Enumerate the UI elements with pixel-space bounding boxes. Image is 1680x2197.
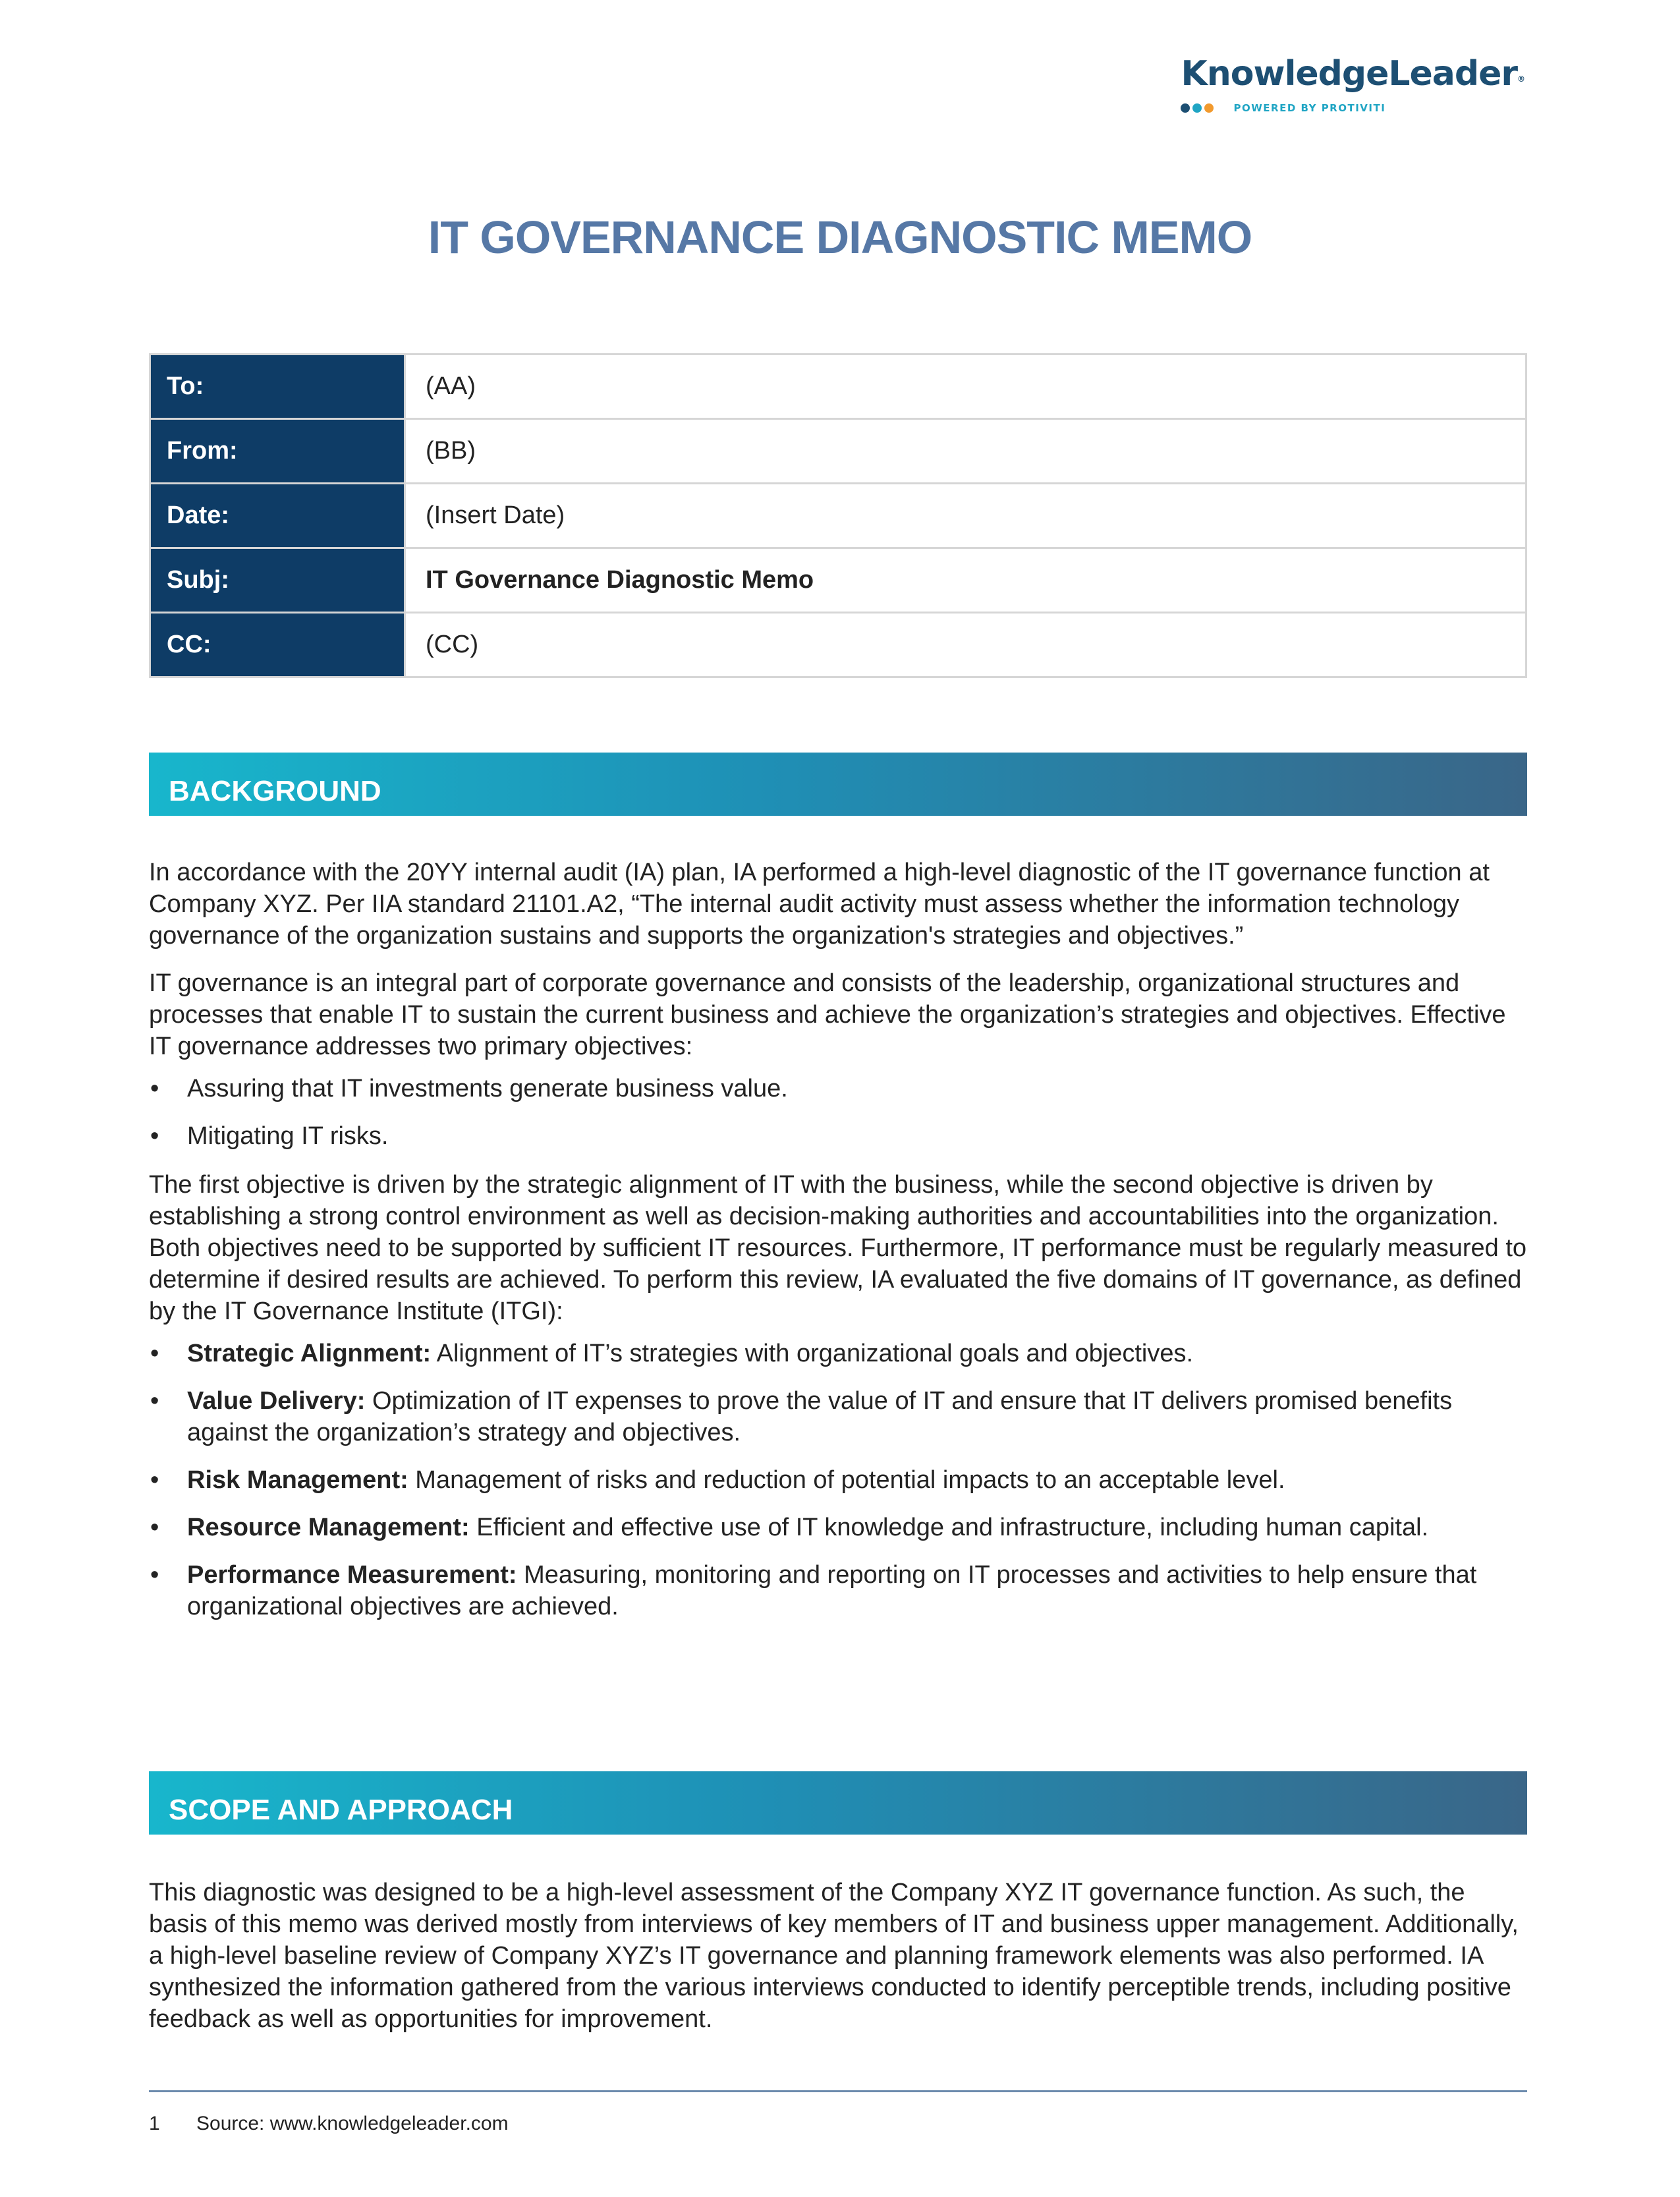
logo-tagline-row — [1181, 101, 1525, 115]
table-row — [150, 484, 1526, 548]
document-title: IT GOVERNANCE DIAGNOSTIC MEMO — [428, 212, 1252, 263]
domain-description: Optimization of IT expenses to prove the value of IT and ensure that IT delivers promised benefits against the organization’s strategy and objectives. — [187, 1387, 1453, 1446]
source-note: Source: www.knowledgeleader.com — [196, 2113, 509, 2134]
list-item: • Mitigating IT risks. — [149, 1120, 1527, 1152]
memo-value-date: (Insert Date) — [405, 484, 1526, 548]
table-row — [150, 548, 1526, 613]
governance-domains-list — [149, 1338, 1527, 1622]
table-row — [150, 355, 1526, 419]
domain-term: Performance Measurement: — [187, 1561, 517, 1589]
logo-wordmark: KnowledgeLeader® — [1181, 54, 1525, 94]
table-row — [150, 613, 1526, 677]
domain-term: Resource Management: — [187, 1514, 470, 1541]
scope-paragraph-1: This diagnostic was designed to be a high-level assessment of the Company XYZ IT governance function. As such, the basis of this memo was derived mostly from interviews of key members of IT and business upper management. Additionally, a high-level baseline review of Company XYZ’s IT governance and planning framework elements was also performed. IA synthesized the information gathered from the various interviews conducted to identify perceptible trends, including positive feedback as well as opportunities for improvement. — [149, 1879, 1519, 2033]
table-row — [150, 419, 1526, 484]
scope-section-body — [149, 1877, 1527, 2051]
page-number: 1 — [149, 2113, 160, 2134]
background-paragraph-2: IT governance is an integral part of corporate governance and consists of the leadership, organizational structures and processes that enable IT to sustain the current business and achieve the organization’s strategies and objectives. Effective IT governance addresses two primary objectives: — [149, 969, 1506, 1060]
memo-label-to: To: — [150, 355, 405, 419]
memo-label-cc: CC: — [150, 613, 405, 677]
background-paragraph-1: In accordance with the 20YY internal audit (IA) plan, IA performed a high-level diagnostic of the IT governance function at Company XYZ. Per IIA standard 21101.A2, “The internal audit activity must assess whether the information technology governance of the organization sustains and supports the organization's strategies and objectives.” — [149, 859, 1490, 950]
memo-label-from: From: — [150, 419, 405, 484]
list-item — [149, 1512, 1527, 1543]
memo-label-date: Date: — [150, 484, 405, 548]
domain-description: Management of risks and reduction of potential impacts to an acceptable level. — [408, 1466, 1285, 1494]
scope-section-header: SCOPE AND APPROACH — [149, 1771, 1527, 1835]
memo-header-table — [149, 353, 1527, 678]
list-item — [149, 1464, 1527, 1496]
domain-description: Alignment of IT’s strategies with organizational goals and objectives. — [431, 1340, 1194, 1367]
list-item: • Assuring that IT investments generate business value. — [149, 1073, 1527, 1104]
memo-value-cc: (CC) — [405, 613, 1526, 677]
list-item — [149, 1338, 1527, 1369]
memo-value-to: (AA) — [405, 355, 1526, 419]
domain-description: Efficient and effective use of IT knowledge and infrastructure, including human capital. — [469, 1514, 1429, 1541]
logo-tagline: POWERED BY PROTIVITI — [1233, 102, 1386, 114]
background-paragraph-3: The first objective is driven by the strategic alignment of IT with the business, while the second objective is driven by establishing a strong control environment as well as decision-making authorities and accountabilities into the organization. Both objectives need to be supported by sufficient IT resources. Furthermore, IT performance must be regularly measured to determine if desired results are achieved. To perform this review, IA evaluated the five domains of IT governance, as defined by the IT Governance Institute (ITGI): — [149, 1171, 1527, 1325]
list-item — [149, 1385, 1527, 1448]
domain-term: Value Delivery: — [187, 1387, 366, 1415]
domain-term: Risk Management: — [187, 1466, 408, 1494]
background-section-header: BACKGROUND — [149, 753, 1527, 816]
logo-dot-icon — [1192, 103, 1202, 113]
background-section-body — [149, 857, 1527, 1640]
objectives-list — [149, 1073, 1527, 1152]
domain-description: Measuring, monitoring and reporting on IT processes and activities to help ensure that organizational objectives are achieved. — [187, 1561, 1477, 1620]
logo-dot-icon — [1204, 103, 1214, 113]
memo-label-subject: Subj: — [150, 548, 405, 613]
list-item — [149, 1559, 1527, 1622]
logo-dot-icon — [1181, 103, 1190, 113]
memo-value-from: (BB) — [405, 419, 1526, 484]
memo-value-subject: IT Governance Diagnostic Memo — [405, 548, 1526, 613]
footer-divider — [149, 2090, 1527, 2092]
domain-term: Strategic Alignment: — [187, 1340, 432, 1367]
page-footer — [149, 2113, 509, 2135]
knowledgeleader-logo — [1181, 54, 1525, 115]
